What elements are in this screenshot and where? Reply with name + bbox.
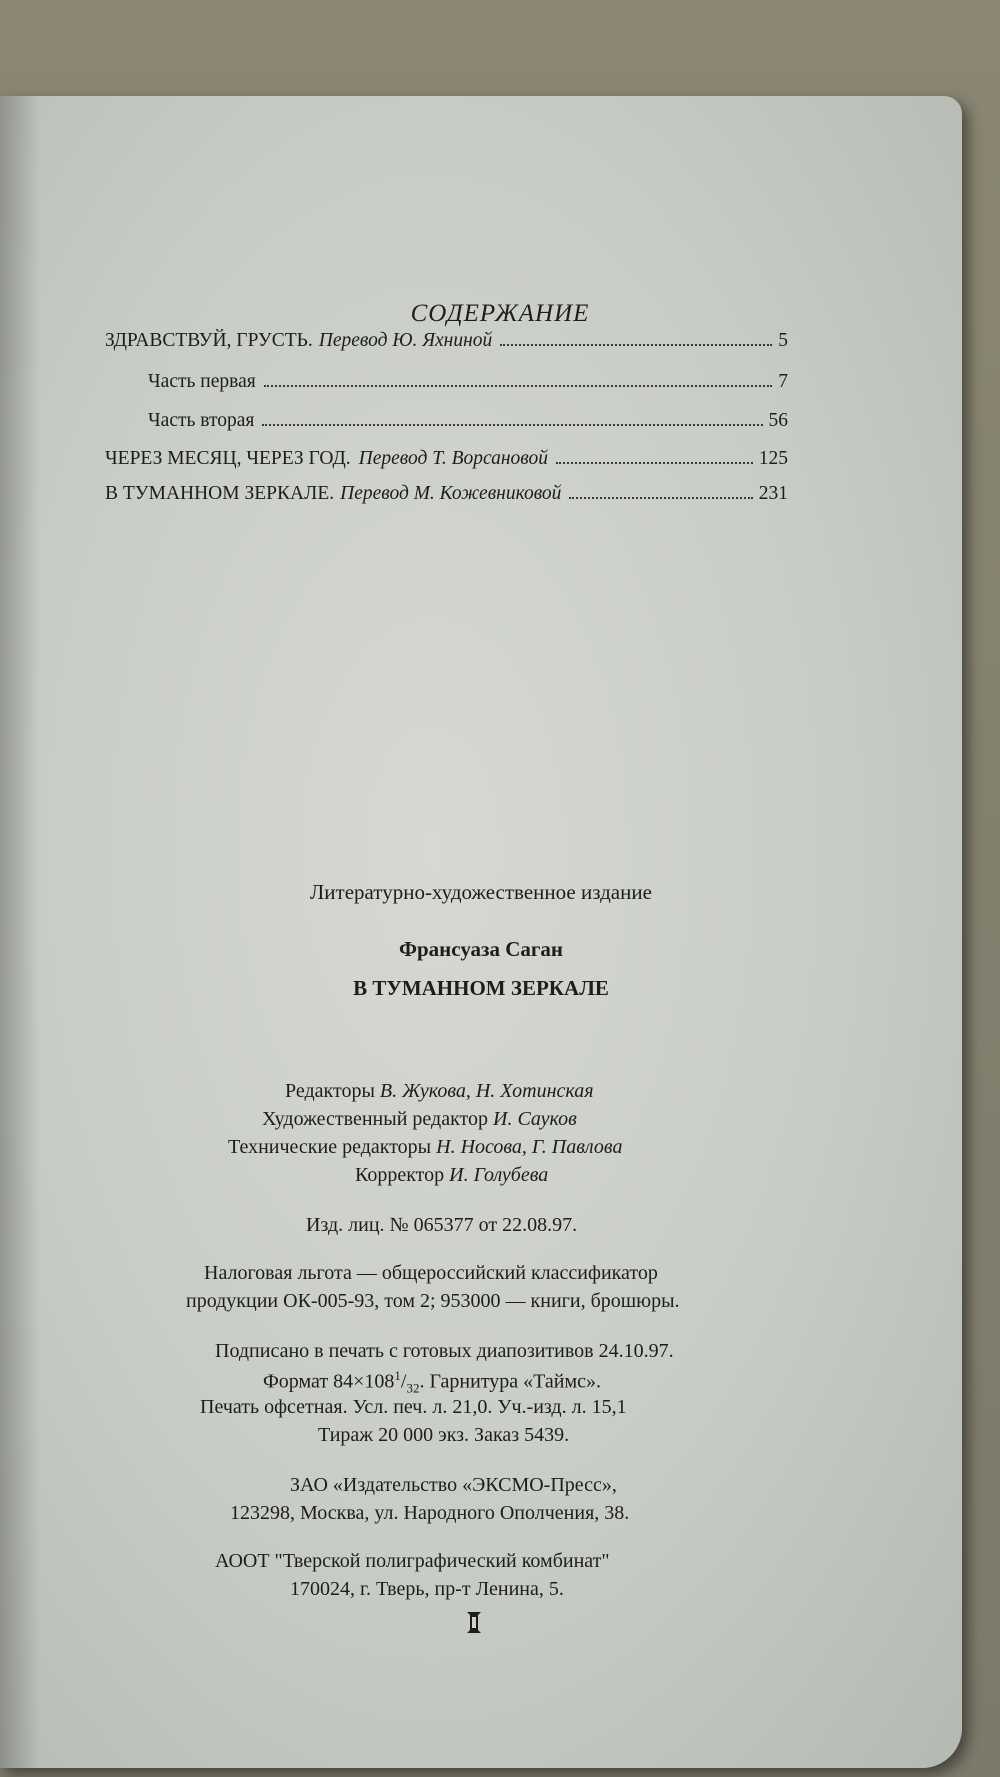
toc-entry bbox=[105, 448, 788, 470]
toc-entry-title: В ТУМАННОМ ЗЕРКАЛЕ. bbox=[105, 483, 335, 504]
format-fraction-numerator: 1 bbox=[394, 1368, 401, 1383]
toc-leader-dots bbox=[500, 344, 772, 346]
format-line: Формат $84\times 108^1/_{32}$. Гарнитура «Таймс». bbox=[263, 1368, 602, 1396]
toc-entry-page: 56 bbox=[768, 410, 788, 431]
editors-names: В. Жукова, Н. Хотинская bbox=[379, 1080, 594, 1102]
format-suffix: . Гарнитура «Таймс». bbox=[419, 1370, 602, 1393]
tech-editors-line bbox=[228, 1136, 622, 1159]
license-line: Изд. лиц. № 065377 от 22.08.97. bbox=[306, 1214, 578, 1236]
toc-entry-page: 7 bbox=[778, 371, 788, 392]
toc-entry-title: ЗДРАВСТВУЙ, ГРУСТЬ. bbox=[105, 330, 313, 351]
art-editor-line bbox=[262, 1108, 577, 1131]
toc-leader-dots bbox=[556, 462, 753, 464]
printer-line-2: 170024, г. Тверь, пр-т Ленина, 5. bbox=[290, 1578, 564, 1600]
tax-line-1: Налоговая льгота — общероссийский классификатор bbox=[204, 1262, 658, 1284]
toc-entry-title: ЧЕРЕЗ МЕСЯЦ, ЧЕРЕЗ ГОД. bbox=[105, 448, 351, 469]
toc-entry-translator: Перевод Ю. Яхниной bbox=[318, 330, 493, 351]
toc-entry-page: 125 bbox=[758, 448, 788, 469]
toc-leader-dots bbox=[569, 497, 752, 499]
edition-type: Литературно-художественное издание bbox=[310, 880, 652, 904]
toc-entry-page: 5 bbox=[778, 330, 788, 351]
toc-entry bbox=[105, 483, 788, 505]
tax-line-2: продукции ОК-005-93, том 2; 953000 — книги, брошюры. bbox=[186, 1290, 680, 1312]
print-line-4: Тираж 20 000 экз. Заказ 5439. bbox=[318, 1424, 570, 1446]
printer-line-1: АООТ "Тверской полиграфический комбинат" bbox=[215, 1550, 610, 1572]
corrector-label: Корректор bbox=[355, 1164, 445, 1186]
publisher-line-1: ЗАО «Издательство «ЭКСМО-Пресс», bbox=[290, 1474, 617, 1496]
book-author: Франсуаза Саган bbox=[398, 937, 564, 961]
editors-label: Редакторы bbox=[285, 1080, 375, 1102]
toc-entry-title: Часть первая bbox=[148, 371, 256, 392]
format-prefix: Формат 84×108 bbox=[263, 1370, 395, 1393]
corrector-line bbox=[355, 1164, 548, 1187]
format-fraction-denominator: 32 bbox=[406, 1380, 420, 1396]
page-spine-shadow bbox=[0, 96, 40, 1768]
toc-entry-title: Часть вторая bbox=[148, 410, 255, 431]
print-line-3: Печать офсетная. Усл. печ. л. 21,0. Уч.-изд. л. 15,1 bbox=[200, 1396, 627, 1418]
print-line-1: Подписано в печать с готовых диапозитивов 24.10.97. bbox=[215, 1340, 674, 1362]
toc-title: СОДЕРЖАНИЕ bbox=[410, 300, 590, 327]
toc-leader-dots bbox=[262, 424, 762, 426]
toc-leader-dots bbox=[264, 385, 773, 387]
tech-editors-label: Технические редакторы bbox=[228, 1136, 432, 1158]
editors-line bbox=[285, 1080, 594, 1103]
tech-editors-names: Н. Носова, Г. Павлова bbox=[436, 1136, 623, 1158]
toc-entry bbox=[105, 330, 788, 352]
toc-entry-translator: Перевод М. Кожевниковой bbox=[340, 483, 562, 504]
toc-entry bbox=[148, 371, 788, 393]
publisher-logo-icon bbox=[463, 1608, 485, 1636]
publisher-line-2: 123298, Москва, ул. Народного Ополчения, 38. bbox=[230, 1502, 630, 1524]
toc-entry-page: 231 bbox=[758, 483, 788, 504]
art-editor-label: Художественный редактор bbox=[262, 1108, 488, 1130]
book-title: В ТУМАННОМ ЗЕРКАЛЕ bbox=[353, 976, 609, 1000]
toc-entry bbox=[148, 410, 788, 432]
corrector-name: И. Голубева bbox=[449, 1164, 549, 1186]
toc-entry-translator: Перевод Т. Ворсановой bbox=[358, 448, 549, 469]
art-editor-name: И. Сауков bbox=[493, 1108, 577, 1130]
